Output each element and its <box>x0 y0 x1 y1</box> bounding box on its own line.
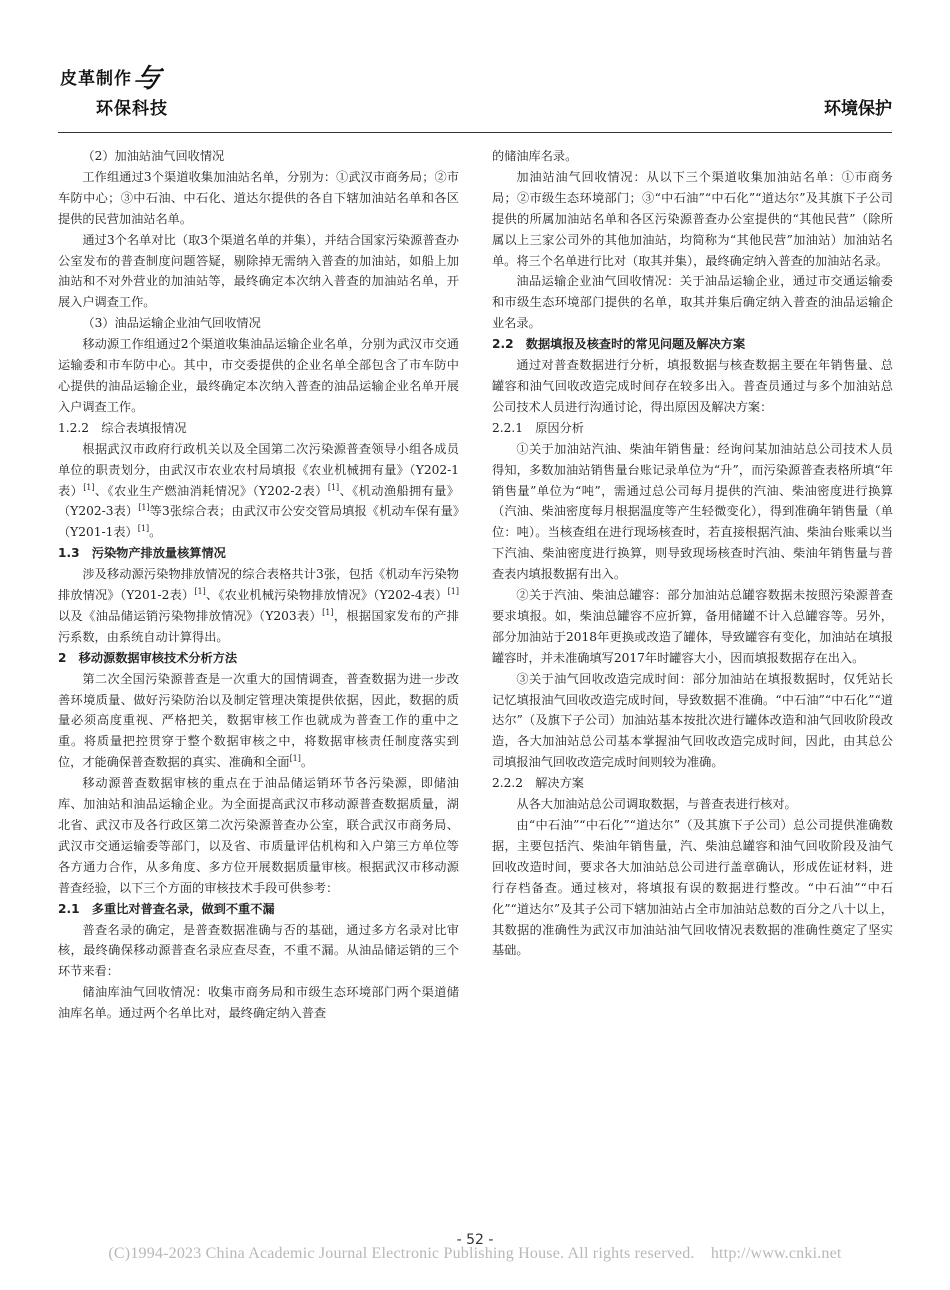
left-column <box>58 146 459 1024</box>
header-divider <box>58 132 892 133</box>
body-paragraph: 第二次全国污染源普查是一次重大的国情调查，普查数据为进一步改善环境质量、做好污染防治以及制定管理决策提供依据，因此，数据的质量必须高度重视、严格把关，数据审核工作也就成为普查工作的重中之重。将质量把控贯穿于整个数据审核之中，将数据审核责任制度落实到位，才能确保普查数据的真实、准确和全面[1]。 <box>58 671 459 770</box>
item-heading: （2）加油站油气回收情况 <box>82 149 225 163</box>
citation-marker: [1] <box>289 754 301 764</box>
citation-marker: [1] <box>83 482 95 492</box>
journal-logo-mark: 与 <box>130 64 163 94</box>
body-paragraph: 油品运输企业油气回收情况：关于油品运输企业，通过市交通运输委和市级生态环境部门提供的名单，取其并集后确定纳入普查的油品运输企业名录。 <box>492 274 893 331</box>
subsubsection-heading: 1.2.2 综合表填报情况 <box>58 420 187 435</box>
body-paragraph: ③关于油气回收改造完成时间：部分加油站在填报数据时，仅凭站长记忆填报油气回收改造完成时间，导致数据不准确。“中石油”“中石化”“道达尔”（及旗下子公司）加油站基本按批次进行罐体改造和油气回收阶段改造，各大加油站总公司基本掌握油气回收改造完成时间，因此，由其总公司填报油气回收改造完成时间则较为准确。 <box>492 671 893 770</box>
citation-marker: [1] <box>327 482 340 492</box>
section-title: 环境保护 <box>824 99 892 119</box>
citation-marker: [1] <box>137 524 150 534</box>
body-paragraph: 通过对普查数据进行分析，填报数据与核查数据主要在年销售量、总罐容和油气回收改造完成时间存在较多出入。普查员通过与多个加油站总公司技术人员进行沟通讨论，得出原因及解决方案： <box>492 358 893 414</box>
body-paragraph: 加油站油气回收情况：从以下三个渠道收集加油站名单：①市商务局；②市级生态环境部门；③“中石油”“中石化”“道达尔”及其旗下子公司提供的所属加油站名单和各区污染源普查办公室提供的“其他民营”（除所属以上三家公司外的其他加油站，均简称为“其他民营”加油站）加油站名单。将三个名单进行比对（取其并集），最终确定纳入普查的加油站名录。 <box>492 169 893 268</box>
body-paragraph: ②关于汽油、柴油总罐容：部分加油站总罐容数据未按照污染源普查要求填报。如，柴油总罐容不应折算，备用储罐不计入总罐容等。另外，部分加油站于2018年更换或改造了罐体，导致罐容有变化，加油站在填报罐容时，并未准确填写2017年时罐容大小，因而填报数据存在出入。 <box>492 588 893 665</box>
body-paragraph: 工作组通过3个渠道收集加油站名单，分别为：①武汉市商务局；②市车防中心；③中石油、中石化、道达尔提供的各自下辖加油站名单和各区提供的民营加油站名单。 <box>58 169 459 226</box>
body-paragraph: 储油库油气回收情况：收集市商务局和市级生态环境部门两个渠道储油库名单。通过两个名单比对，最终确定纳入普查 <box>58 985 459 1021</box>
copyright-watermark: (C)1994-2023 China Academic Journal Electronic Publishing House. All rights reserved. http://www.cnki.net <box>108 1245 842 1262</box>
journal-logo-line1: 皮革制作 <box>60 69 132 89</box>
body-paragraph: 移动源工作组通过2个渠道收集油品运输企业名单，分别为武汉市交通运输委和市车防中心。其中，市交委提供的企业名单全部包含了市车防中心提供的油品运输企业，最终确定本次纳入普查的油品运输企业名单开展入户调查工作。 <box>58 337 459 414</box>
body-paragraph: 移动源普查数据审核的重点在于油品储运销环节各污染源，即储油库、加油站和油品运输企业。为全面提高武汉市移动源普查数据质量，湖北省、武汉市及各行政区第二次污染源普查办公室，联合武汉市商务局、武汉市交通运输委等部门，以及省、市质量评估机构和入户第三方单位等各方通力合作，从多角度、多方位开展数据质量审核。根据武汉市移动源普查经验，以下三个方面的审核技术手段可供参考： <box>58 776 459 895</box>
body-paragraph: 通过3个名单对比（取3个渠道名单的并集），并结合国家污染源普查办公室发布的普查制度问题答疑，剔除掉无需纳入普查的加油站，如船上加油站和不对外营业的加油站等，最终确定本次纳入普查的加油站名单，开展入户调查工作。 <box>58 232 459 310</box>
page-number: - 52 - <box>456 1232 494 1248</box>
subsection-heading: 2.1 多重比对普查名录，做到不重不漏 <box>58 901 275 916</box>
citation-marker: [1] <box>138 503 150 513</box>
right-column <box>492 146 893 961</box>
citation-marker: [1] <box>447 586 459 596</box>
body-paragraph: 从各大加油站总公司调取数据，与普查表进行核对。 <box>516 797 797 812</box>
subsubsection-heading: 2.2.1 原因分析 <box>492 420 584 435</box>
page-header <box>0 0 950 140</box>
body-paragraph: ①关于加油站汽油、柴油年销售量：经询问某加油站总公司技术人员得知，多数加油站销售量台账记录单位为“升”，而污染源普查表格所填“年销售量”单位为“吨”，需通过总公司每月提供的汽油、柴油密度进行换算（汽油、柴油密度每月根据温度等产生轻微变化），得到准确年销售量（单位：吨）。当核查组在进行现场核查时，若直接根据汽油、柴油台账乘以当下汽油、柴油密度进行换算，则导致现场核查时汽油、柴油年销售量与普查表内填报数据有出入。 <box>492 441 893 582</box>
body-paragraph: 根据武汉市政府行政机关以及全国第二次污染源普查领导小组各成员单位的职责划分，由武汉市农业农村局填报《农业机械拥有量》（Y202-1表）[1]、《农业生产燃油消耗情况》（Y202-2表）[1]、《机动渔船拥有量》（Y202-3表）[1]等3张综合表；由武汉市公安交管局填报《机动车保有量》（Y201-1表）[1]。 <box>58 441 460 540</box>
journal-logo-line2: 环保科技 <box>96 99 168 119</box>
subsection-heading: 2.2 数据填报及核查时的常见问题及解决方案 <box>492 337 746 352</box>
section-heading: 2 移动源数据审核技术分析方法 <box>58 650 238 665</box>
item-heading: （3）油品运输企业油气回收情况 <box>82 316 261 331</box>
citation-marker: [1] <box>322 607 334 617</box>
body-paragraph: 普查名录的确定，是普查数据准确与否的基础，通过多方名录对比审核，最终确保移动源普查名录应查尽查，不重不漏。从油品储运销的三个环节来看： <box>58 922 459 979</box>
subsection-heading: 1.3 污染物产排放量核算情况 <box>58 546 226 561</box>
body-paragraph: 由“中石油”“中石化”“道达尔”（及其旗下子公司）总公司提供准确数据，主要包括汽、柴油年销售量，汽、柴油总罐容和油气回收阶段及油气回收改造时间，要求各大加油站总公司进行盖章确认，形成佐证材料，进行存档备查。通过核对，将填报有误的数据进行整改。“中石油”“中石化”“道达尔”及其子公司下辖加油站占全市加油站总数的百分之八十以上，其数据的准确性为武汉市加油站油气回收情况表数据的准确性奠定了坚实基础。 <box>492 818 893 958</box>
citation-marker: [1] <box>194 586 206 596</box>
subsubsection-heading: 2.2.2 解决方案 <box>492 776 584 791</box>
body-paragraph: 涉及移动源污染物排放情况的综合表格共计3张，包括《机动车污染物排放情况》（Y201-2表）[1]、《农业机械污染物排放情况》（Y202-4表）[1]以及《油品储运销污染物排放情况》（Y203表）[1]，根据国家发布的产排污系数，由系统自动计算得出。 <box>58 567 459 644</box>
paragraph-continued: 的储油库名录。 <box>492 149 578 163</box>
